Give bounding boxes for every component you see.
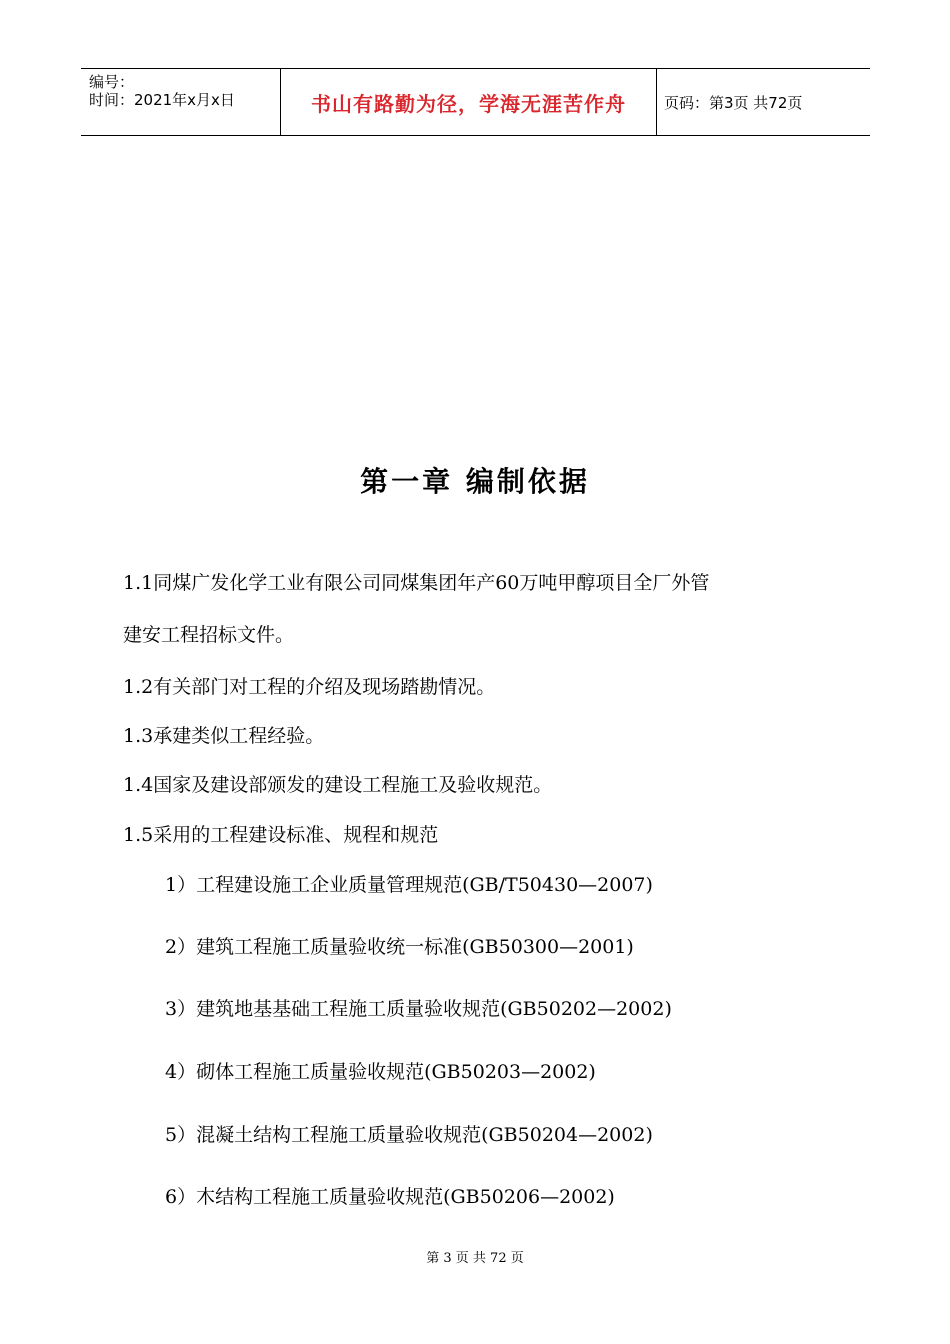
paragraph: 1.2有关部门对工程的介绍及现场踏勘情况。 bbox=[123, 676, 496, 698]
page-footer: 第 3 页 共 72 页 bbox=[426, 1251, 524, 1266]
header-meta bbox=[81, 69, 281, 135]
document-time-label: 时间：2021年x月x日 bbox=[89, 91, 235, 109]
standard-item: 6）木结构工程施工质量验收规范(GB50206—2002) bbox=[165, 1186, 615, 1208]
header-page-info: 页码：第3页 共72页 bbox=[664, 93, 803, 112]
standard-item: 5）混凝土结构工程施工质量验收规范(GB50204—2002) bbox=[165, 1124, 653, 1146]
header-motto: 书山有路勤为径，学海无涯苦作舟 bbox=[281, 69, 657, 135]
paragraph: 1.3承建类似工程经验。 bbox=[123, 725, 325, 747]
paragraph: 1.5采用的工程建设标准、规程和规范 bbox=[123, 824, 439, 846]
paragraph: 建安工程招标文件。 bbox=[123, 624, 295, 646]
standard-item: 2）建筑工程施工质量验收统一标准(GB50300—2001) bbox=[165, 936, 634, 958]
document-number-label: 编号： bbox=[89, 73, 135, 91]
paragraph: 1.4国家及建设部颁发的建设工程施工及验收规范。 bbox=[123, 774, 553, 796]
paragraph: 1.1同煤广发化学工业有限公司同煤集团年产60万吨甲醇项目全厂外管 bbox=[123, 572, 710, 594]
standard-item: 1）工程建设施工企业质量管理规范(GB/T50430—2007) bbox=[165, 874, 653, 896]
page-header bbox=[81, 68, 870, 136]
chapter-title: 第一章 编制依据 bbox=[360, 465, 590, 498]
standard-item: 3）建筑地基基础工程施工质量验收规范(GB50202—2002) bbox=[165, 998, 672, 1020]
standard-item: 4）砌体工程施工质量验收规范(GB50203—2002) bbox=[165, 1061, 596, 1083]
